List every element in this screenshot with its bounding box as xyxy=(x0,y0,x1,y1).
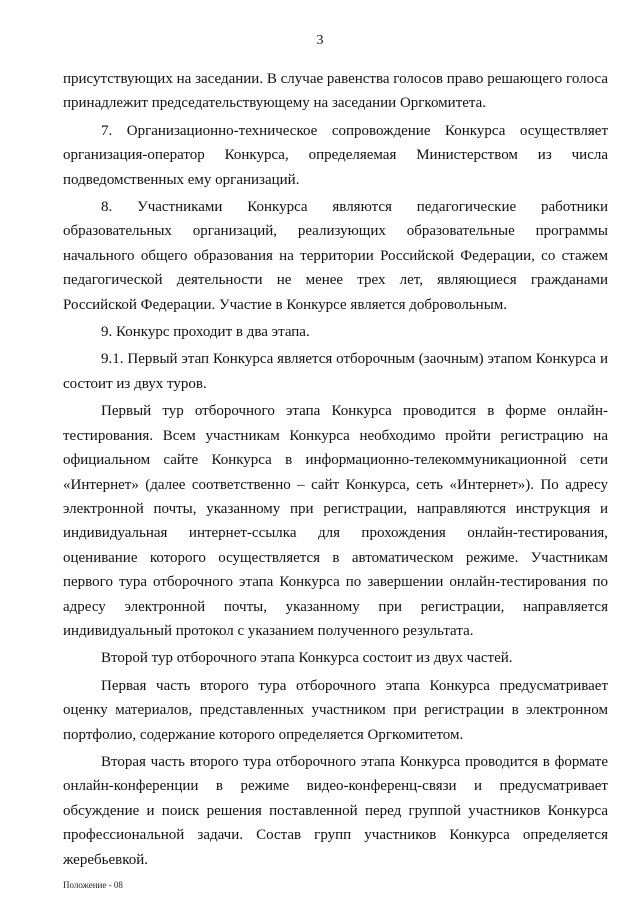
paragraph: Первая часть второго тура отборочного этапа Конкурса предусматривает оценку материалов, представленных участником при регистрации в электронном портфолио, содержание которого определяется Оргкомитетом. xyxy=(63,677,608,743)
paragraph: присутствующих на заседании. В случае равенства голосов право решающего голоса принадлежит председательствующему на заседании Оргкомитета. xyxy=(63,71,608,112)
paragraph: Вторая часть второго тура отборочного этапа Конкурса проводится в формате онлайн-конференции в режиме видео-конференц-связи и предусматривает обсуждение и поиск решения поставленной перед группой участников Конкурса профессиональной задачи. Состав групп участников Конкурса определяется жеребьевкой. xyxy=(63,753,608,868)
document-body xyxy=(63,67,608,875)
page-number: 3 xyxy=(316,33,324,48)
paragraph: 9.1. Первый этап Конкурса является отборочным (заочным) этапом Конкурса и состоит из двух туров. xyxy=(63,351,608,392)
paragraph: Первый тур отборочного этапа Конкурса проводится в форме онлайн-тестирования. Всем участникам Конкурса необходимо пройти регистрацию на официальном сайте Конкурса в информационно-телекоммуникационной сети «Интернет» (далее соответственно – сайт Конкурса, сеть «Интернет»). По адресу электронной почты, указанному при регистрации, направляются инструкция и индивидуальная интернет-ссылка для прохождения онлайн-тестирования, оценивание которого осуществляется в автоматическом режиме. Участникам первого тура отборочного этапа Конкурса по завершении онлайн-тестирования по адресу электронной почты, указанному при регистрации, направляется индивидуальный протокол с указанием полученного результата. xyxy=(63,403,608,639)
paragraph: Второй тур отборочного этапа Конкурса состоит из двух частей. xyxy=(101,650,513,667)
paragraph: 9. Конкурс проходит в два этапа. xyxy=(101,324,310,341)
paragraph: 7. Организационно-техническое сопровождение Конкурса осуществляет организация-оператор Конкурса, определяемая Министерством из числа подведомственных ему организаций. xyxy=(63,122,608,188)
footer-label: Положение - 08 xyxy=(63,880,123,890)
paragraph: 8. Участниками Конкурса являются педагогические работники образовательных организаций, реализующих образовательные программы начального общего образования на территории Российской Федерации, со стажем педагогической деятельности не менее трех лет, являющиеся гражданами Российской Федерации. Участие в Конкурсе является добровольным. xyxy=(63,199,608,313)
